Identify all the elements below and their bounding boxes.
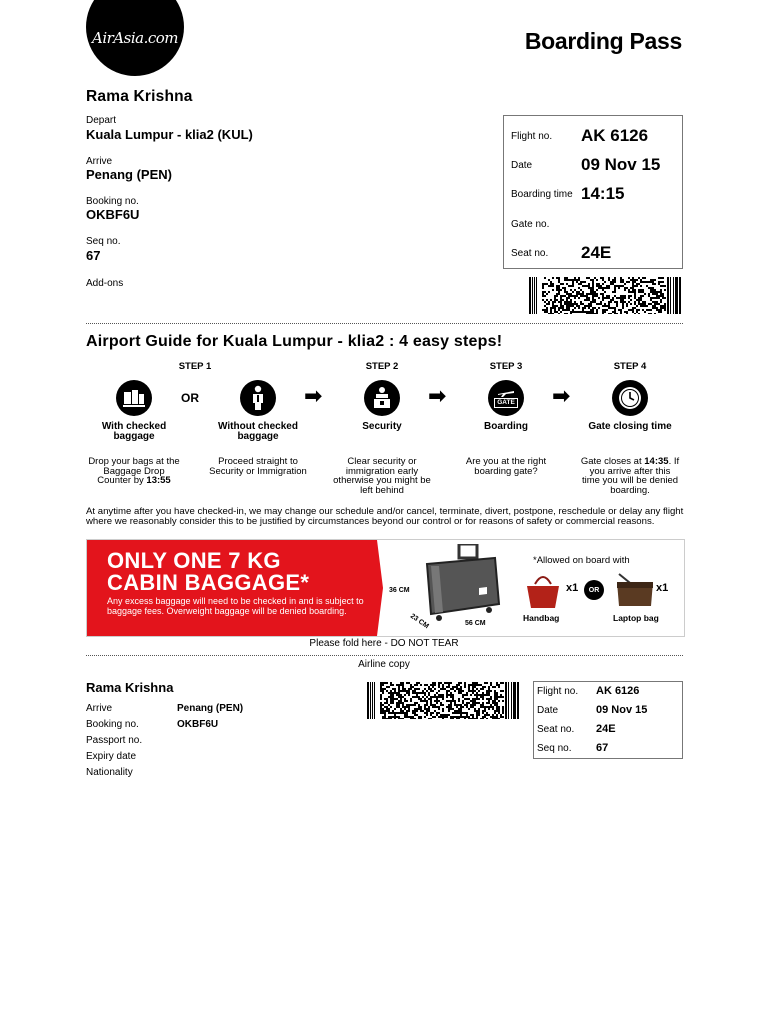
- copy-arrive-value: Penang (PEN): [177, 703, 244, 714]
- barcode: [529, 277, 681, 314]
- flight-label: Flight no.: [511, 131, 553, 142]
- arrow-right-icon: ➡: [304, 383, 323, 408]
- seq-value: 67: [86, 248, 101, 263]
- step1-desc-time: 13:55: [146, 475, 171, 486]
- arrow-right-icon: ➡: [428, 383, 447, 408]
- handbag-qty: x1: [566, 582, 579, 594]
- step4-header: STEP 4: [613, 361, 647, 372]
- seat-label: Seat no.: [511, 248, 549, 259]
- passenger-name: Rama Krishna: [86, 88, 193, 105]
- or-label: OR: [181, 391, 199, 405]
- copy-flight-value: AK 6126: [596, 685, 640, 697]
- depart-label: Depart: [86, 115, 117, 126]
- copy-arrive-label: Arrive: [86, 703, 113, 714]
- copy-seq-value: 67: [596, 742, 609, 754]
- boarding-time-label: Boarding time: [511, 189, 573, 200]
- date-row: [504, 148, 682, 178]
- step3-header: STEP 3: [489, 361, 523, 372]
- banner-fine-print: Any excess baggage will need to be checked in and is subject to baggage fees. Overweight baggage will be denied boarding.: [107, 596, 364, 616]
- copy-seq-row: [534, 739, 682, 758]
- clock-icon: [612, 380, 648, 416]
- copy-booking-value: OKBF6U: [177, 719, 219, 730]
- copy-passenger-name: Rama Krishna: [86, 680, 174, 695]
- step2-header: STEP 2: [365, 361, 399, 372]
- airline-copy-title: Airline copy: [358, 659, 410, 670]
- copy-seq-label: Seq no.: [537, 743, 572, 754]
- luggage-icon: [116, 380, 152, 416]
- flight-value: AK 6126: [581, 126, 649, 145]
- depart-value: Kuala Lumpur - klia2 (KUL): [86, 127, 253, 142]
- handbag-icon: [523, 570, 563, 610]
- banner-headline-2: CABIN BAGGAGE*: [107, 570, 310, 595]
- divider: [86, 323, 683, 324]
- cabin-baggage-banner: [86, 539, 685, 637]
- copy-flight-box: [533, 681, 683, 759]
- step1-with-baggage-desc: [86, 457, 182, 486]
- or-badge: OR: [584, 580, 604, 600]
- dim-height: 36 CM: [389, 587, 410, 594]
- banner-headline-1: ONLY ONE 7 KG: [107, 548, 281, 573]
- boarding-time-row: [504, 177, 682, 207]
- step4-name: Gate closing time: [588, 421, 672, 432]
- fold-instruction: Please fold here - DO NOT TEAR: [309, 638, 459, 649]
- step2-name: Security: [362, 421, 402, 432]
- airasia-logo: [86, 0, 184, 76]
- person-icon: [240, 380, 276, 416]
- gate-label: Gate no.: [511, 219, 550, 230]
- laptop-bag-icon: [613, 570, 657, 610]
- step4-desc-post: . If you arrive after this time you will be denied boarding.: [581, 456, 680, 496]
- step3-desc: Are you at the right boarding gate?: [465, 456, 547, 477]
- step1-header: STEP 1: [178, 361, 212, 372]
- page-title: Boarding Pass: [524, 28, 682, 54]
- airport-guide-title: Airport Guide for Kuala Lumpur - klia2 : 4 easy steps!: [86, 333, 503, 350]
- copy-date-row: [534, 701, 682, 720]
- arrive-label: Arrive: [86, 156, 113, 167]
- gate-row: [504, 207, 682, 237]
- copy-flight-row: [534, 682, 682, 701]
- flight-info-box: [503, 115, 683, 269]
- seat-value: 24E: [581, 243, 612, 262]
- suitcase-icon: [417, 544, 507, 628]
- schedule-notice: At anytime after you have checked-in, we may change our schedule and/or cancel, terminate, divert, postpone, reschedule or delay any flight where we reasonably consider this to be justified by circumstances beyond our control or for reasons of safety or commercial reasons.: [86, 506, 684, 527]
- copy-seat-value: 24E: [596, 723, 616, 735]
- copy-seat-row: [534, 720, 682, 739]
- copy-date-label: Date: [537, 705, 559, 716]
- seat-row: [504, 236, 682, 266]
- copy-date-value: 09 Nov 15: [596, 704, 648, 716]
- copy-seat-label: Seat no.: [537, 724, 575, 735]
- handbag-label: Handbag: [523, 613, 560, 623]
- boarding-time-value: 14:15: [581, 184, 625, 203]
- flight-row: [504, 119, 682, 149]
- laptop-qty: x1: [656, 582, 669, 594]
- date-label: Date: [511, 160, 533, 171]
- step2-desc: Clear security or immigration early otherwise you might be left behind: [333, 456, 431, 496]
- step4-desc-pre: Gate closes at: [580, 456, 645, 467]
- step1-without-baggage-desc: Proceed straight to Security or Immigration: [209, 456, 307, 477]
- copy-expiry-label: Expiry date: [86, 751, 137, 762]
- copy-nationality-label: Nationality: [86, 767, 133, 778]
- dim-depth: 23 CM: [408, 612, 430, 631]
- date-value: 09 Nov 15: [581, 155, 661, 174]
- seq-label: Seq no.: [86, 236, 121, 247]
- copy-flight-label: Flight no.: [537, 686, 579, 697]
- copy-booking-label: Booking no.: [86, 719, 139, 730]
- step1-without-baggage-name: Without checked baggage: [218, 421, 298, 442]
- copy-barcode: [367, 682, 519, 719]
- booking-value: OKBF6U: [86, 207, 140, 222]
- laptop-bag-label: Laptop bag: [613, 613, 659, 623]
- gate-icon: [488, 380, 524, 416]
- arrive-value: Penang (PEN): [86, 167, 172, 182]
- step3-name: Boarding: [484, 421, 528, 432]
- step1-with-baggage-name: With checked baggage: [101, 421, 167, 442]
- step4-desc-time: 14:35: [644, 456, 669, 467]
- fold-line: [86, 655, 683, 656]
- gate-icon-text: GATE: [494, 398, 518, 408]
- step4-desc: [580, 457, 680, 495]
- copy-passport-label: Passport no.: [86, 735, 143, 746]
- booking-label: Booking no.: [86, 196, 139, 207]
- allowed-on-board: *Allowed on board with: [533, 555, 630, 566]
- logo-text: AirAsia.com: [92, 29, 178, 47]
- security-icon: [364, 380, 400, 416]
- dim-width: 56 CM: [465, 620, 486, 627]
- arrow-right-icon: ➡: [552, 383, 571, 408]
- addons-label: Add-ons: [86, 278, 124, 289]
- step1-desc-text: Drop your bags at the Baggage Drop Counter by: [88, 456, 180, 486]
